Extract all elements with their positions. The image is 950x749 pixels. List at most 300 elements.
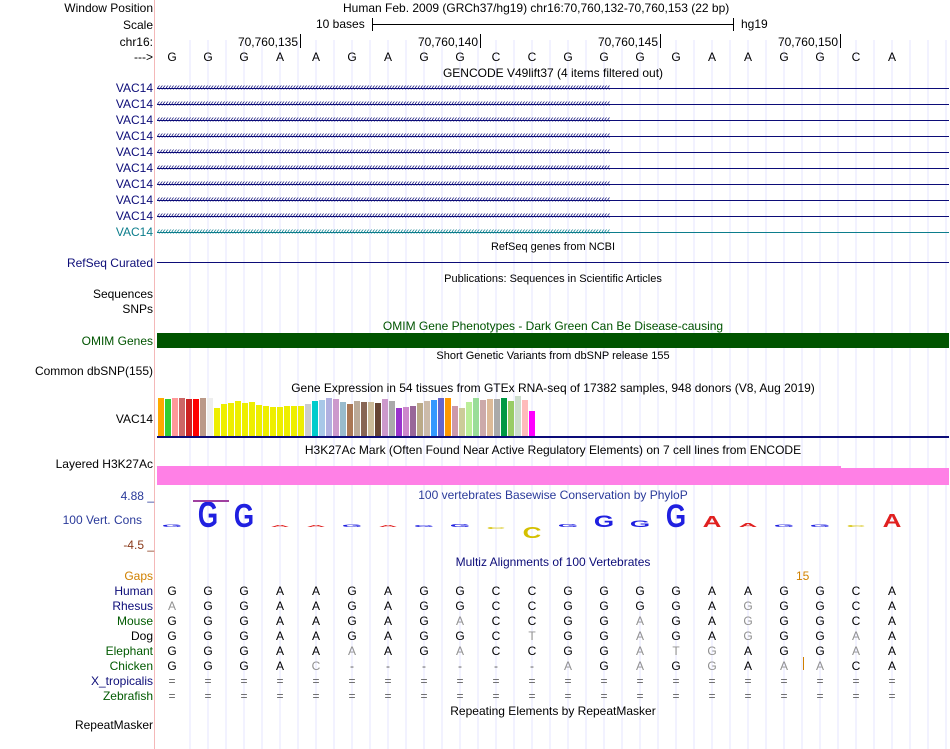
gtex-tissue-bar xyxy=(494,399,500,436)
multiz-base: G xyxy=(239,659,249,673)
coordinate-tick xyxy=(300,34,301,48)
multiz-base: = xyxy=(420,689,428,703)
sequence-base: G xyxy=(599,50,609,64)
gtex-tissue-bar xyxy=(508,401,514,436)
multiz-species-label[interactable]: Rhesus xyxy=(112,599,153,613)
multiz-base: A xyxy=(635,659,644,673)
multiz-base: G xyxy=(671,614,681,628)
refseq-label[interactable]: RefSeq Curated xyxy=(66,256,153,270)
gtex-tissue-bar xyxy=(354,401,360,436)
phylop-label[interactable]: 100 Vert. Cons xyxy=(62,513,142,527)
multiz-base: G xyxy=(347,599,357,613)
multiz-base: = xyxy=(708,689,716,703)
sequence-base: G xyxy=(563,50,573,64)
multiz-base: - xyxy=(350,659,354,673)
phylop-letter: A xyxy=(306,524,326,528)
gencode-transcript-label[interactable]: VAC14 xyxy=(115,129,153,143)
h3k27ac-signal-bar[interactable] xyxy=(157,466,841,485)
gtex-tissue-bar xyxy=(200,398,206,436)
multiz-base: - xyxy=(530,659,534,673)
gtex-tissue-bar xyxy=(221,404,227,436)
sequence-base: A xyxy=(707,50,716,64)
multiz-base: = xyxy=(852,689,860,703)
multiz-base: G xyxy=(239,644,249,658)
gtex-tissue-bar xyxy=(452,406,458,436)
coordinate-tick xyxy=(840,34,841,48)
refseq-track-title[interactable]: RefSeq genes from NCBI xyxy=(490,241,616,253)
sequence-base: A xyxy=(887,50,896,64)
phylop-letter: G xyxy=(161,524,183,528)
multiz-base: G xyxy=(779,599,789,613)
phylop-min: -4.5 _ xyxy=(123,538,154,552)
multiz-base: A xyxy=(311,614,320,628)
strand-arrow-glyphs: ‹‹‹‹‹‹‹‹‹‹‹‹‹‹‹‹‹‹‹‹‹‹‹‹‹‹‹‹‹‹‹‹‹‹‹‹‹‹‹‹‹‹‹‹‹‹‹‹‹‹‹‹‹‹‹‹‹‹‹‹‹‹‹‹‹‹‹‹‹‹‹‹‹‹‹‹‹‹‹‹‹‹‹‹‹‹‹‹‹‹‹‹‹‹‹‹‹‹‹‹‹‹‹‹‹‹‹‹‹‹‹‹‹‹‹‹‹‹‹‹‹‹‹‹‹‹‹‹‹‹‹‹‹‹‹‹‹‹‹‹‹‹‹‹‹‹‹‹‹‹‹‹‹‹‹‹‹‹‹‹ xyxy=(157,132,610,141)
h3k27ac-signal-bar-tail[interactable] xyxy=(841,468,949,485)
sequence-base: G xyxy=(635,50,645,64)
multiz-base: = xyxy=(564,689,572,703)
multiz-base: G xyxy=(815,584,825,598)
multiz-base: C xyxy=(527,614,537,628)
gencode-transcript-label[interactable]: VAC14 xyxy=(115,145,153,159)
gtex-tissue-bar xyxy=(522,400,528,436)
phylop-letter: G xyxy=(449,522,471,528)
multiz-base: G xyxy=(743,629,753,643)
gtex-tissue-bar xyxy=(214,408,220,436)
multiz-base: = xyxy=(780,674,788,688)
gtex-tissue-bar xyxy=(158,398,164,436)
gencode-transcript-bar[interactable] xyxy=(157,228,949,237)
multiz-base: A xyxy=(347,644,356,658)
multiz-base: G xyxy=(239,629,249,643)
multiz-base: G xyxy=(203,659,213,673)
label-divider xyxy=(154,0,155,749)
multiz-base: = xyxy=(204,689,212,703)
multiz-base: G xyxy=(671,584,681,598)
multiz-base: G xyxy=(563,614,573,628)
multiz-base: G xyxy=(599,599,609,613)
gencode-transcript-label[interactable]: VAC14 xyxy=(115,113,153,127)
multiz-base: G xyxy=(635,584,645,598)
multiz-base: G xyxy=(815,629,825,643)
strand-arrow-glyphs: ‹‹‹‹‹‹‹‹‹‹‹‹‹‹‹‹‹‹‹‹‹‹‹‹‹‹‹‹‹‹‹‹‹‹‹‹‹‹‹‹‹‹‹‹‹‹‹‹‹‹‹‹‹‹‹‹‹‹‹‹‹‹‹‹‹‹‹‹‹‹‹‹‹‹‹‹‹‹‹‹‹‹‹‹‹‹‹‹‹‹‹‹‹‹‹‹‹‹‹‹‹‹‹‹‹‹‹‹‹‹‹‹‹‹‹‹‹‹‹‹‹‹‹‹‹‹‹‹‹‹‹‹‹‹‹‹‹‹‹‹‹‹‹‹‹‹‹‹‹‹‹‹‹‹‹‹‹‹‹‹ xyxy=(157,196,610,205)
multiz-base: = xyxy=(384,674,392,688)
multiz-base: = xyxy=(456,689,464,703)
gtex-tissue-bar xyxy=(396,408,402,436)
gtex-tissue-bar xyxy=(473,398,479,436)
multiz-species-label[interactable]: Chicken xyxy=(109,659,153,673)
multiz-base: G xyxy=(347,584,357,598)
multiz-species-label[interactable]: Dog xyxy=(130,629,153,643)
gtex-tissue-bar xyxy=(186,399,192,436)
phylop-letter: G xyxy=(773,523,795,528)
phylop-letter: G xyxy=(629,519,651,530)
sequence-base: G xyxy=(419,50,429,64)
gtex-track-title[interactable]: Gene Expression in 54 tissues from GTEx RNA-seq of 17382 samples, 948 donors (V8, Aug 2019) xyxy=(291,381,815,395)
multiz-base: G xyxy=(599,659,609,673)
multiz-base: G xyxy=(419,584,429,598)
sequence-base: C xyxy=(527,50,537,64)
multiz-base: G xyxy=(167,659,177,673)
multiz-base: G xyxy=(167,584,177,598)
h3k27ac-track-title[interactable]: H3K27Ac Mark (Often Found Near Active Regulatory Elements) on 7 cell lines from ENCODE xyxy=(304,443,802,457)
multiz-base: G xyxy=(239,614,249,628)
coordinate-tick-label: 70,760,140 xyxy=(417,35,478,49)
chrom-label: chr16: xyxy=(119,35,153,49)
multiz-base: A xyxy=(887,599,896,613)
multiz-base: G xyxy=(203,614,213,628)
multiz-base: = xyxy=(384,689,392,703)
strand-arrow-glyphs: ‹‹‹‹‹‹‹‹‹‹‹‹‹‹‹‹‹‹‹‹‹‹‹‹‹‹‹‹‹‹‹‹‹‹‹‹‹‹‹‹‹‹‹‹‹‹‹‹‹‹‹‹‹‹‹‹‹‹‹‹‹‹‹‹‹‹‹‹‹‹‹‹‹‹‹‹‹‹‹‹‹‹‹‹‹‹‹‹‹‹‹‹‹‹‹‹‹‹‹‹‹‹‹‹‹‹‹‹‹‹‹‹‹‹‹‹‹‹‹‹‹‹‹‹‹‹‹‹‹‹‹‹‹‹‹‹‹‹‹‹‹‹‹‹‹‹‹‹‹‹‹‹‹‹‹‹‹‹‹‹ xyxy=(157,116,610,125)
multiz-base: C xyxy=(491,584,501,598)
coordinate-tick-label: 70,760,145 xyxy=(597,35,658,49)
multiz-base: G xyxy=(239,584,249,598)
gtex-tissue-bar xyxy=(165,399,171,436)
multiz-base: = xyxy=(420,674,428,688)
phylop-letter: G xyxy=(233,497,255,535)
phylop-letter: G xyxy=(593,511,615,531)
multiz-base: A xyxy=(275,659,284,673)
gtex-tissue-bar xyxy=(445,398,451,436)
multiz-gaps-label[interactable]: Gaps xyxy=(124,569,153,583)
sequence-base: C xyxy=(491,50,501,64)
gtex-tissue-bar xyxy=(480,400,486,436)
multiz-base: G xyxy=(815,599,825,613)
multiz-base: A xyxy=(635,644,644,658)
multiz-base: = xyxy=(456,674,464,688)
multiz-base: G xyxy=(455,584,465,598)
multiz-base: A xyxy=(635,614,644,628)
multiz-base: A xyxy=(743,659,752,673)
gtex-tissue-bar xyxy=(501,398,507,436)
multiz-base: G xyxy=(167,644,177,658)
gencode-transcript-bar[interactable] xyxy=(157,84,949,93)
multiz-base: = xyxy=(312,674,320,688)
multiz-species-label[interactable]: X_tropicalis xyxy=(90,674,153,688)
strand-arrow-glyphs: ‹‹‹‹‹‹‹‹‹‹‹‹‹‹‹‹‹‹‹‹‹‹‹‹‹‹‹‹‹‹‹‹‹‹‹‹‹‹‹‹‹‹‹‹‹‹‹‹‹‹‹‹‹‹‹‹‹‹‹‹‹‹‹‹‹‹‹‹‹‹‹‹‹‹‹‹‹‹‹‹‹‹‹‹‹‹‹‹‹‹‹‹‹‹‹‹‹‹‹‹‹‹‹‹‹‹‹‹‹‹‹‹‹‹‹‹‹‹‹‹‹‹‹‹‹‹‹‹‹‹‹‹‹‹‹‹‹‹‹‹‹‹‹‹‹‹‹‹‹‹‹‹‹‹‹‹‹‹‹‹ xyxy=(157,84,610,93)
multiz-base: = xyxy=(816,689,824,703)
sequence-base: A xyxy=(275,50,284,64)
multiz-base: A xyxy=(275,644,284,658)
phylop-letter: G xyxy=(557,522,579,528)
sequence-base: G xyxy=(347,50,357,64)
multiz-base: G xyxy=(815,644,825,658)
multiz-base: G xyxy=(347,614,357,628)
multiz-base: G xyxy=(455,599,465,613)
multiz-base: G xyxy=(599,644,609,658)
strand-arrow-glyphs: ‹‹‹‹‹‹‹‹‹‹‹‹‹‹‹‹‹‹‹‹‹‹‹‹‹‹‹‹‹‹‹‹‹‹‹‹‹‹‹‹‹‹‹‹‹‹‹‹‹‹‹‹‹‹‹‹‹‹‹‹‹‹‹‹‹‹‹‹‹‹‹‹‹‹‹‹‹‹‹‹‹‹‹‹‹‹‹‹‹‹‹‹‹‹‹‹‹‹‹‹‹‹‹‹‹‹‹‹‹‹‹‹‹‹‹‹‹‹‹‹‹‹‹‹‹‹‹‹‹‹‹‹‹‹‹‹‹‹‹‹‹‹‹‹‹‹‹‹‹‹‹‹‹‹‹‹‹‹‹‹ xyxy=(157,212,610,221)
multiz-base: A xyxy=(311,599,320,613)
strand-arrow-glyphs: ‹‹‹‹‹‹‹‹‹‹‹‹‹‹‹‹‹‹‹‹‹‹‹‹‹‹‹‹‹‹‹‹‹‹‹‹‹‹‹‹‹‹‹‹‹‹‹‹‹‹‹‹‹‹‹‹‹‹‹‹‹‹‹‹‹‹‹‹‹‹‹‹‹‹‹‹‹‹‹‹‹‹‹‹‹‹‹‹‹‹‹‹‹‹‹‹‹‹‹‹‹‹‹‹‹‹‹‹‹‹‹‹‹‹‹‹‹‹‹‹‹‹‹‹‹‹‹‹‹‹‹‹‹‹‹‹‹‹‹‹‹‹‹‹‹‹‹‹‹‹‹‹‹‹‹‹‹‹‹‹ xyxy=(157,164,610,173)
multiz-base: G xyxy=(203,629,213,643)
multiz-species-label[interactable]: Zebrafish xyxy=(102,689,153,703)
multiz-base: A xyxy=(887,659,896,673)
multiz-base: = xyxy=(744,674,752,688)
gtex-barchart[interactable] xyxy=(157,396,949,440)
gtex-tissue-bar xyxy=(431,400,437,436)
multiz-base: C xyxy=(851,659,861,673)
sequence-base: G xyxy=(779,50,789,64)
gtex-tissue-bar xyxy=(179,398,185,436)
gencode-transcript-bar[interactable] xyxy=(157,164,949,173)
phylop-letter: C xyxy=(846,524,866,528)
multiz-base: A xyxy=(311,629,320,643)
multiz-base: = xyxy=(564,674,572,688)
multiz-base: A xyxy=(779,659,788,673)
multiz-base: = xyxy=(780,689,788,703)
phylop-letter: A xyxy=(882,510,902,532)
gtex-tissue-bar xyxy=(284,406,290,436)
multiz-base: = xyxy=(312,689,320,703)
multiz-base: G xyxy=(203,584,213,598)
coordinate-tick-label: 70,760,135 xyxy=(237,35,298,49)
gtex-tissue-bar xyxy=(459,408,465,436)
multiz-track-title[interactable]: Multiz Alignments of 100 Vertebrates xyxy=(455,555,651,569)
gtex-tissue-bar xyxy=(529,411,535,436)
multiz-base: C xyxy=(527,584,537,598)
multiz-base: G xyxy=(419,599,429,613)
gencode-transcript-bar[interactable] xyxy=(157,212,949,221)
repeatmasker-label[interactable]: RepeatMasker xyxy=(74,718,153,732)
gtex-tissue-bar xyxy=(249,402,255,436)
gtex-tissue-bar xyxy=(228,403,234,436)
multiz-base: G xyxy=(419,629,429,643)
gtex-tissue-bar xyxy=(424,401,430,436)
multiz-base: A xyxy=(887,584,896,598)
gtex-tissue-bar xyxy=(347,404,353,436)
gencode-transcript-label[interactable]: VAC14 xyxy=(115,225,153,239)
window-position-label: Window Position xyxy=(64,1,153,15)
dbsnp-label[interactable]: Common dbSNP(155) xyxy=(34,364,153,378)
gtex-tissue-bar xyxy=(375,403,381,436)
gtex-tissue-bar xyxy=(466,402,472,436)
phylop-letter: A xyxy=(702,513,722,531)
gtex-tissue-bar xyxy=(319,400,325,436)
multiz-base: = xyxy=(528,689,536,703)
multiz-base: G xyxy=(167,614,177,628)
phylop-letter: G xyxy=(665,499,687,535)
gencode-transcript-label[interactable]: VAC14 xyxy=(115,209,153,223)
multiz-base: G xyxy=(167,629,177,643)
multiz-base: = xyxy=(348,674,356,688)
multiz-base: = xyxy=(600,674,608,688)
multiz-base: = xyxy=(636,674,644,688)
gtex-tissue-bar xyxy=(403,407,409,436)
gtex-tissue-bar xyxy=(291,406,297,436)
gencode-transcript-label[interactable]: VAC14 xyxy=(115,161,153,175)
multiz-base: A xyxy=(383,644,392,658)
phylop-letter: C xyxy=(522,523,542,541)
omim-track-title[interactable]: OMIM Gene Phenotypes - Dark Green Can Be Disease-causing xyxy=(382,319,724,333)
phylop-letter: A xyxy=(378,524,398,528)
multiz-base: G xyxy=(599,629,609,643)
multiz-base: C xyxy=(527,644,537,658)
gtex-tissue-bar xyxy=(417,403,423,436)
omim-label[interactable]: OMIM Genes xyxy=(81,334,153,348)
multiz-base: A xyxy=(707,629,716,643)
multiz-base: A xyxy=(887,644,896,658)
multiz-base: G xyxy=(671,659,681,673)
refseq-gene-line[interactable] xyxy=(157,262,949,263)
multiz-base: A xyxy=(275,629,284,643)
multiz-base: A xyxy=(455,614,464,628)
multiz-base: G xyxy=(203,644,213,658)
multiz-base: G xyxy=(563,629,573,643)
strand-arrow-glyphs: ‹‹‹‹‹‹‹‹‹‹‹‹‹‹‹‹‹‹‹‹‹‹‹‹‹‹‹‹‹‹‹‹‹‹‹‹‹‹‹‹‹‹‹‹‹‹‹‹‹‹‹‹‹‹‹‹‹‹‹‹‹‹‹‹‹‹‹‹‹‹‹‹‹‹‹‹‹‹‹‹‹‹‹‹‹‹‹‹‹‹‹‹‹‹‹‹‹‹‹‹‹‹‹‹‹‹‹‹‹‹‹‹‹‹‹‹‹‹‹‹‹‹‹‹‹‹‹‹‹‹‹‹‹‹‹‹‹‹‹‹‹‹‹‹‹‹‹‹‹‹‹‹‹‹‹‹‹‹‹‹ xyxy=(157,228,610,237)
multiz-base: A xyxy=(383,599,392,613)
multiz-base: A xyxy=(851,644,860,658)
gtex-tissue-bar xyxy=(361,402,367,436)
multiz-species-label[interactable]: Human xyxy=(114,584,153,598)
multiz-species-label[interactable]: Elephant xyxy=(105,644,153,658)
multiz-base: G xyxy=(419,614,429,628)
gtex-tissue-bar xyxy=(193,399,199,436)
gtex-tissue-bar xyxy=(515,396,521,436)
phylop-logo[interactable] xyxy=(157,497,949,549)
gtex-tissue-bar xyxy=(368,402,374,436)
multiz-base: = xyxy=(528,674,536,688)
multiz-base: C xyxy=(851,584,861,598)
gencode-transcript-label[interactable]: VAC14 xyxy=(115,193,153,207)
sequence-base: G xyxy=(671,50,681,64)
multiz-base: G xyxy=(455,629,465,643)
gencode-transcript-bar[interactable] xyxy=(157,148,949,157)
multiz-base: A xyxy=(851,629,860,643)
gtex-tissue-bar xyxy=(256,405,262,436)
sequence-base: G xyxy=(167,50,177,64)
multiz-base: = xyxy=(492,674,500,688)
multiz-base: G xyxy=(599,614,609,628)
sequence-base: C xyxy=(851,50,861,64)
gencode-transcript-label[interactable]: VAC14 xyxy=(115,97,153,111)
sequence-base: G xyxy=(203,50,213,64)
multiz-base: C xyxy=(851,599,861,613)
multiz-base: A xyxy=(275,614,284,628)
phylop-letter: G xyxy=(413,524,435,528)
multiz-base: A xyxy=(275,584,284,598)
gtex-tissue-bar xyxy=(298,406,304,436)
multiz-base: A xyxy=(275,599,284,613)
multiz-base: G xyxy=(635,599,645,613)
gtex-tissue-bar xyxy=(305,404,311,436)
gencode-transcript-bar[interactable] xyxy=(157,132,949,141)
gtex-label[interactable]: VAC14 xyxy=(115,412,153,426)
gencode-transcript-bar[interactable] xyxy=(157,196,949,205)
multiz-base: = xyxy=(636,689,644,703)
multiz-base: = xyxy=(492,689,500,703)
dbsnp-track-title[interactable]: Short Genetic Variants from dbSNP release 155 xyxy=(436,350,670,362)
sequence-base: G xyxy=(815,50,825,64)
strand-arrow-glyphs: ‹‹‹‹‹‹‹‹‹‹‹‹‹‹‹‹‹‹‹‹‹‹‹‹‹‹‹‹‹‹‹‹‹‹‹‹‹‹‹‹‹‹‹‹‹‹‹‹‹‹‹‹‹‹‹‹‹‹‹‹‹‹‹‹‹‹‹‹‹‹‹‹‹‹‹‹‹‹‹‹‹‹‹‹‹‹‹‹‹‹‹‹‹‹‹‹‹‹‹‹‹‹‹‹‹‹‹‹‹‹‹‹‹‹‹‹‹‹‹‹‹‹‹‹‹‹‹‹‹‹‹‹‹‹‹‹‹‹‹‹‹‹‹‹‹‹‹‹‹‹‹‹‹‹‹‹‹‹‹‹ xyxy=(157,148,610,157)
publications-label-sequences[interactable]: Sequences xyxy=(92,287,153,301)
strand-arrow-glyphs: ‹‹‹‹‹‹‹‹‹‹‹‹‹‹‹‹‹‹‹‹‹‹‹‹‹‹‹‹‹‹‹‹‹‹‹‹‹‹‹‹‹‹‹‹‹‹‹‹‹‹‹‹‹‹‹‹‹‹‹‹‹‹‹‹‹‹‹‹‹‹‹‹‹‹‹‹‹‹‹‹‹‹‹‹‹‹‹‹‹‹‹‹‹‹‹‹‹‹‹‹‹‹‹‹‹‹‹‹‹‹‹‹‹‹‹‹‹‹‹‹‹‹‹‹‹‹‹‹‹‹‹‹‹‹‹‹‹‹‹‹‹‹‹‹‹‹‹‹‹‹‹‹‹‹‹‹‹‹‹‹ xyxy=(157,100,610,109)
sequence-base: A xyxy=(743,50,752,64)
sequence-base: G xyxy=(455,50,465,64)
multiz-base: = xyxy=(168,689,176,703)
multiz-base: = xyxy=(888,689,896,703)
multiz-base: = xyxy=(240,674,248,688)
multiz-base: C xyxy=(491,614,501,628)
phylop-letter: G xyxy=(809,523,831,528)
h3k27ac-label[interactable]: Layered H3K27Ac xyxy=(55,457,153,471)
gencode-transcript-label[interactable]: VAC14 xyxy=(115,177,153,191)
coordinate-tick xyxy=(660,34,661,48)
multiz-base: G xyxy=(779,584,789,598)
sequence-base: G xyxy=(239,50,249,64)
gencode-transcript-bar[interactable] xyxy=(157,116,949,125)
gtex-tissue-bar xyxy=(172,398,178,436)
multiz-base: A xyxy=(635,629,644,643)
multiz-species-label[interactable]: Mouse xyxy=(116,614,153,628)
gtex-tissue-bar xyxy=(438,398,444,436)
publications-label-snps[interactable]: SNPs xyxy=(122,302,153,316)
phylop-track-title[interactable]: 100 vertebrates Basewise Conservation by PhyloP xyxy=(418,488,688,502)
publications-track-title[interactable]: Publications: Sequences in Scientific Articles xyxy=(444,273,662,285)
gencode-transcript-label[interactable]: VAC14 xyxy=(115,81,153,95)
multiz-base: - xyxy=(494,659,498,673)
gtex-tissue-bar xyxy=(382,399,388,436)
multiz-base: G xyxy=(239,599,249,613)
multiz-base: G xyxy=(563,599,573,613)
gencode-transcript-bar[interactable] xyxy=(157,180,949,189)
multiz-base: A xyxy=(707,599,716,613)
multiz-base: A xyxy=(383,584,392,598)
multiz-gap-number: 15 xyxy=(796,569,810,583)
gencode-track-title[interactable]: GENCODE V49lift37 (4 items filtered out) xyxy=(442,66,664,80)
multiz-base: G xyxy=(779,644,789,658)
multiz-base: G xyxy=(743,599,753,613)
multiz-base: A xyxy=(887,614,896,628)
multiz-base: = xyxy=(852,674,860,688)
phylop-letter: G xyxy=(197,497,219,536)
multiz-base: T xyxy=(672,644,680,658)
phylop-letter: A xyxy=(738,522,758,529)
gencode-transcript-bar[interactable] xyxy=(157,100,949,109)
multiz-base: C xyxy=(491,644,501,658)
gtex-tissue-bar xyxy=(270,407,276,436)
multiz-base: - xyxy=(422,659,426,673)
multiz-base: = xyxy=(816,674,824,688)
multiz-base: A xyxy=(383,629,392,643)
multiz-base: A xyxy=(707,614,716,628)
gtex-tissue-bar xyxy=(326,398,332,436)
multiz-base: G xyxy=(671,629,681,643)
scale-assembly: hg19 xyxy=(741,17,768,31)
scale-bar xyxy=(372,17,734,31)
multiz-base: = xyxy=(888,674,896,688)
multiz-base: = xyxy=(168,674,176,688)
sequence-base: A xyxy=(383,50,392,64)
window-position-value: Human Feb. 2009 (GRCh37/hg19) chr16:70,760,132-70,760,153 (22 bp) xyxy=(343,1,730,15)
gtex-tissue-bar xyxy=(277,407,283,436)
coordinate-tick-label: 70,760,150 xyxy=(777,35,838,49)
repeatmasker-track-title[interactable]: Repeating Elements by RepeatMasker xyxy=(450,704,656,718)
multiz-base: T xyxy=(528,629,536,643)
multiz-base: G xyxy=(779,614,789,628)
multiz-base: = xyxy=(708,674,716,688)
multiz-base: = xyxy=(600,689,608,703)
multiz-base: = xyxy=(240,689,248,703)
phylop-letter: C xyxy=(486,526,506,530)
multiz-base: G xyxy=(347,629,357,643)
phylop-letter: A xyxy=(270,524,290,528)
gtex-tissue-bar xyxy=(312,401,318,436)
multiz-base: A xyxy=(383,614,392,628)
multiz-base: G xyxy=(671,599,681,613)
multiz-insertion-marker xyxy=(803,657,804,670)
strand-arrow[interactable]: ---> xyxy=(134,50,153,64)
multiz-base: G xyxy=(779,629,789,643)
omim-gene-bar[interactable] xyxy=(157,333,949,348)
